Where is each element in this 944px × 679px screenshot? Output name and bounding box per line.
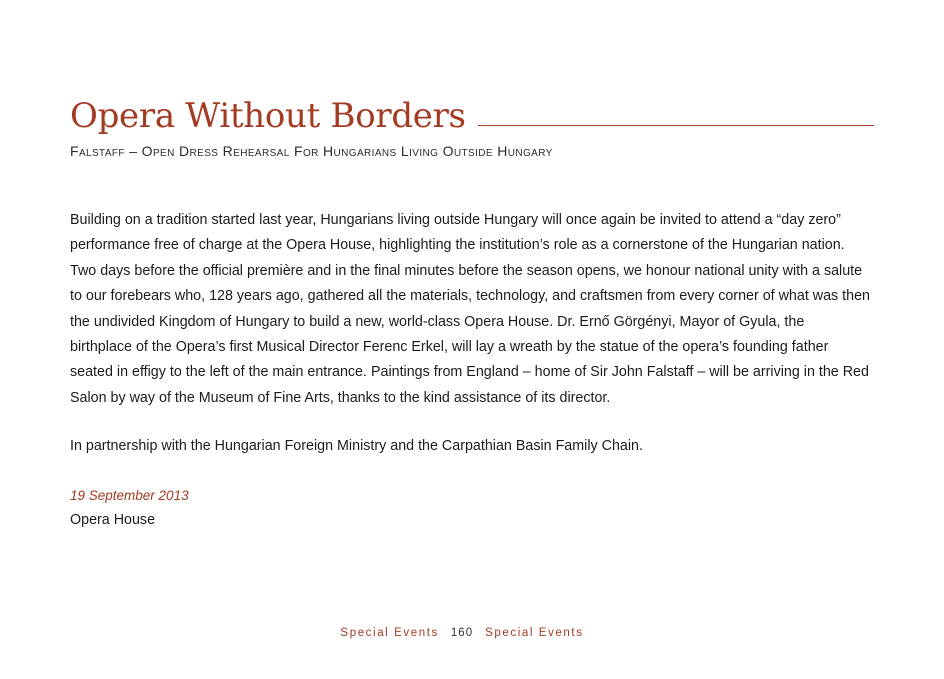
event-venue: Opera House bbox=[70, 512, 156, 528]
body-paragraph: Building on a tradition started last year, Hungarians living outside Hungary will once again be invited to attend a “day zero” performance free of charge at the Opera House, highlighting the institution’s role as a cornerstone of the Hungarian nation. Two days before the official première and in the final minutes before the season opens, we honour national unity with a salute to our forebears who, 128 years ago, gathered all the materials, technology, and craftsmen from every corner of what was then the undivided Kingdom of Hungary to build a new, world-class Opera House. Dr. Ernő Görgényi, Mayor of Gyula, the birthplace of the Opera’s first Musical Director Ferenc Erkel, will lay a wreath by the statue of the opera’s founding father seated in effigy to the left of the main entrance. Paintings from England – home of Sir John Falstaff – will be arriving in the Red Salon by way of the Museum of Fine Arts, thanks to the kind assistance of its director. bbox=[70, 212, 870, 406]
footer-section-left: Special Events bbox=[340, 627, 439, 639]
partnership-note: In partnership with the Hungarian Foreign Ministry and the Carpathian Basin Family Chain. bbox=[70, 438, 643, 454]
page-number: 160 bbox=[450, 627, 474, 639]
page-footer bbox=[0, 627, 924, 639]
event-date: 19 September 2013 bbox=[70, 488, 189, 503]
page-title: Opera Without Borders bbox=[70, 96, 466, 136]
title-rule bbox=[478, 125, 874, 126]
page-subtitle: Falstaff – Open Dress Rehearsal For Hungarians Living Outside Hungary bbox=[70, 143, 553, 159]
title-row bbox=[70, 92, 874, 136]
body-text bbox=[70, 208, 870, 411]
footer-section-right: Special Events bbox=[485, 627, 584, 639]
